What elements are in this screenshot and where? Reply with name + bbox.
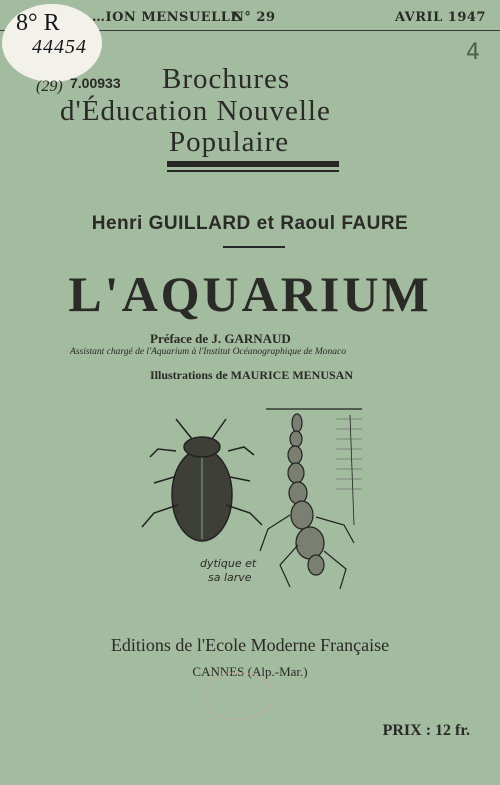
- stamp-line-2: 44454: [32, 36, 87, 58]
- publisher-city: CANNES (Alp.-Mar.): [192, 664, 308, 679]
- authors-conjunction: et: [256, 213, 275, 234]
- edition-label: …ION MENSUELLE: [92, 10, 241, 25]
- stamp-line-1: 8° R: [16, 10, 60, 36]
- series-title-line-3: Populaire: [169, 126, 290, 158]
- issue-date: AVRIL 1947: [395, 10, 486, 25]
- beetle-larva-drawing: [260, 414, 354, 589]
- preface-line: Préface de J. GARNAUD: [150, 331, 291, 346]
- pencil-mark: 4: [466, 40, 480, 65]
- preface-affiliation: Assistant chargé de l'Aquarium à l'Institut Océanographique de Monaco: [70, 347, 347, 357]
- library-stamp: [2, 4, 102, 82]
- caption-line-2: sa larve: [208, 571, 252, 584]
- stamp-line-3: (29): [36, 78, 63, 95]
- authors-divider: [223, 246, 285, 248]
- author-1-given: Henri: [91, 213, 143, 234]
- issue-number: N° 29: [232, 10, 276, 25]
- beetle-larva-illustration: [140, 405, 370, 600]
- series-title-line-2: d'Éducation Nouvelle: [60, 95, 331, 127]
- hatching-lines: [336, 419, 362, 489]
- price-value: 12 fr.: [435, 722, 470, 739]
- authors: [0, 213, 500, 235]
- illustrator-credit: Illustrations de MAURICE MENUSAN: [150, 368, 354, 382]
- shelfmark: 7.00933: [70, 75, 121, 91]
- title-underline-thin: [167, 170, 339, 172]
- author-1-family: GUILLARD: [148, 213, 251, 234]
- caption-line-1: dytique et: [200, 557, 257, 570]
- faded-library-stamp: [202, 672, 274, 720]
- price-label: PRIX :: [382, 722, 432, 739]
- price: [383, 722, 470, 740]
- title-underline-thick: [167, 161, 339, 167]
- publisher-name: Editions de l'Ecole Moderne Française: [110, 635, 390, 655]
- author-2-given: Raoul: [280, 213, 336, 234]
- series-title-line-1: Brochures: [162, 63, 291, 95]
- book-title: L'AQUARIUM: [68, 266, 432, 322]
- author-2-family: FAURE: [341, 213, 409, 234]
- water-beetle-drawing: [142, 419, 262, 541]
